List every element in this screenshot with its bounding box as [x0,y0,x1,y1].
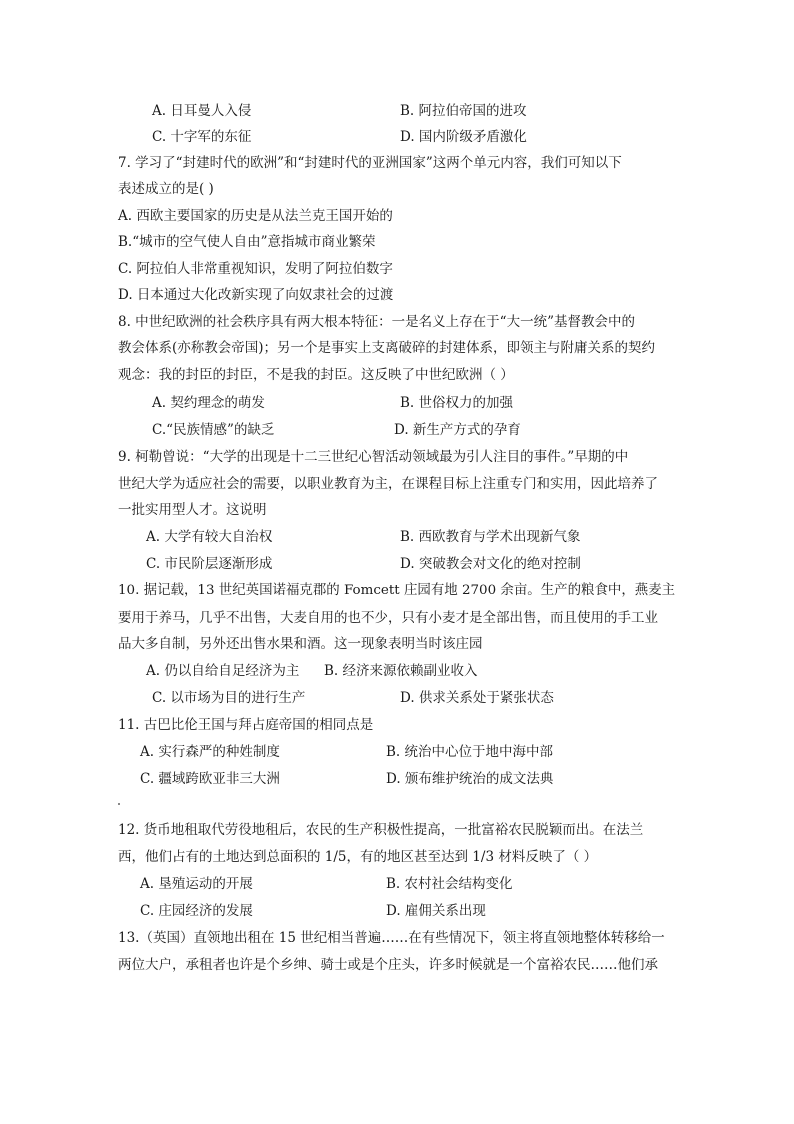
q6-option-a: A. 日耳曼人入侵 [152,103,252,119]
q9-stem-line-1: 9. 柯勒曾说：“大学的出现是十二三世纪心智活动领域最为引人注目的事件。”早期的中 [118,449,629,465]
q6-option-row-2 [152,128,527,146]
stray-dot [118,803,120,805]
q6-option-c: C. 十字军的东征 [152,129,252,145]
q10-option-b: B. 经济来源依赖副业收入 [324,663,478,679]
q10-option-c: C. 以市场为目的进行生产 [152,690,306,706]
q8-option-b: B. 世俗权力的加强 [400,395,514,411]
q10-option-d: D. 供求关系处于紧张状态 [400,690,554,706]
q11-stem-line-1: 11. 古巴比伦王国与拜占庭帝国的相同点是 [118,717,374,733]
q8-option-row-2 [152,421,521,439]
q12-option-d: D. 雇佣关系出现 [386,903,486,919]
q9-option-row-1 [146,528,581,546]
q8-option-row-1 [152,394,514,412]
q11-option-b: B. 统治中心位于地中海中部 [386,744,554,760]
q9-option-b: B. 西欧教育与学术出现新气象 [400,529,581,545]
q9-stem-line-3: 一批实用型人才。这说明 [118,502,267,518]
q12-stem-line-1: 12. 货币地租取代劳役地租后，农民的生产积极性提高，一批富裕农民脱颖而出。在法兰 [118,822,644,838]
q12-option-row-2 [140,902,486,920]
q7-option-c: C. 阿拉伯人非常重视知识，发明了阿拉伯数字 [118,261,393,277]
q10-option-row-1 [146,662,478,680]
q7-stem-line-1: 7. 学习了“封建时代的欧洲”和“封建时代的亚洲国家”这两个单元内容，我们可知以下 [118,155,622,171]
q8-stem-line-2: 教会体系(亦称教会帝国)；另一个是事实上支离破碎的封建体系，即领主与附庸关系的契约 [118,340,656,356]
q10-stem-line-2: 要用于养马，几乎不出售，大麦自用的也不少，只有小麦才是全部出售，而且使用的手工业 [118,610,658,626]
q11-option-a: A. 实行森严的种姓制度 [140,744,280,760]
q12-stem-line-2: 西，他们占有的土地达到总面积的 1/5，有的地区甚至达到 1/3 材料反映了（ ） [118,849,598,865]
q10-stem-line-1: 10. 据记载，13 世纪英国诺福克郡的 Fomcett 庄园有地 2700 余亩。生产的粮食中，燕麦主 [118,583,676,598]
q12-option-a: A. 垦殖运动的开展 [140,876,253,892]
q6-option-b: B. 阿拉伯帝国的进攻 [400,103,527,119]
q8-option-a: A. 契约理念的萌发 [152,395,265,411]
q10-stem-line-3: 品大多自制，另外还出售水果和酒。这一现象表明当时该庄园 [118,636,483,652]
q9-stem-line-2: 世纪大学为适应社会的需要，以职业教育为主，在课程目标上注重专门和实用，因此培养了 [118,476,658,492]
q11-option-row-2 [140,770,554,788]
q12-option-c: C. 庄园经济的发展 [140,903,253,919]
q8-option-d: D. 新生产方式的孕育 [394,422,521,438]
q6-option-row-1 [152,102,527,120]
q11-option-row-1 [140,743,554,761]
q7-stem-line-2: 表述成立的是( ) [118,181,214,197]
q7-option-a: A. 西欧主要国家的历史是从法兰克王国开始的 [118,208,393,224]
q12-option-row-1 [140,875,513,893]
q9-option-c: C. 市民阶层逐渐形成 [146,556,273,572]
q8-option-c: C.“民族情感”的缺乏 [152,422,275,438]
q12-option-b: B. 农村社会结构变化 [386,876,513,892]
q6-option-d: D. 国内阶级矛盾激化 [400,129,527,145]
q7-option-b: B.“城市的空气使人自由”意指城市商业繁荣 [118,234,376,250]
q13-stem-line-1: 13.（英国）直领地出租在 15 世纪相当普遍……在有些情况下，领主将直领地整体转移给一 [118,930,665,946]
q8-stem-line-1: 8. 中世纪欧洲的社会秩序具有两大根本特征：一是名义上存在于“大一统”基督教会中的 [118,314,635,330]
q10-option-a: A. 仍以自给自足经济为主 [146,663,300,679]
q11-option-c: C. 疆域跨欧亚非三大洲 [140,771,280,787]
q9-option-a: A. 大学有较大自治权 [146,529,273,545]
q9-option-row-2 [146,555,581,573]
q7-option-d: D. 日本通过大化改新实现了向奴隶社会的过渡 [118,287,394,303]
q10-option-row-2 [152,689,554,707]
q9-option-d: D. 突破教会对文化的绝对控制 [400,556,581,572]
q11-option-d: D. 颁布维护统治的成文法典 [386,771,554,787]
q8-stem-line-3: 观念：我的封臣的封臣，不是我的封臣。这反映了中世纪欧洲（ ） [118,367,514,383]
q13-stem-line-2: 两位大户，承租者也许是个乡绅、骑士或是个庄头，许多时候就是一个富裕农民……他们承 [118,957,658,973]
